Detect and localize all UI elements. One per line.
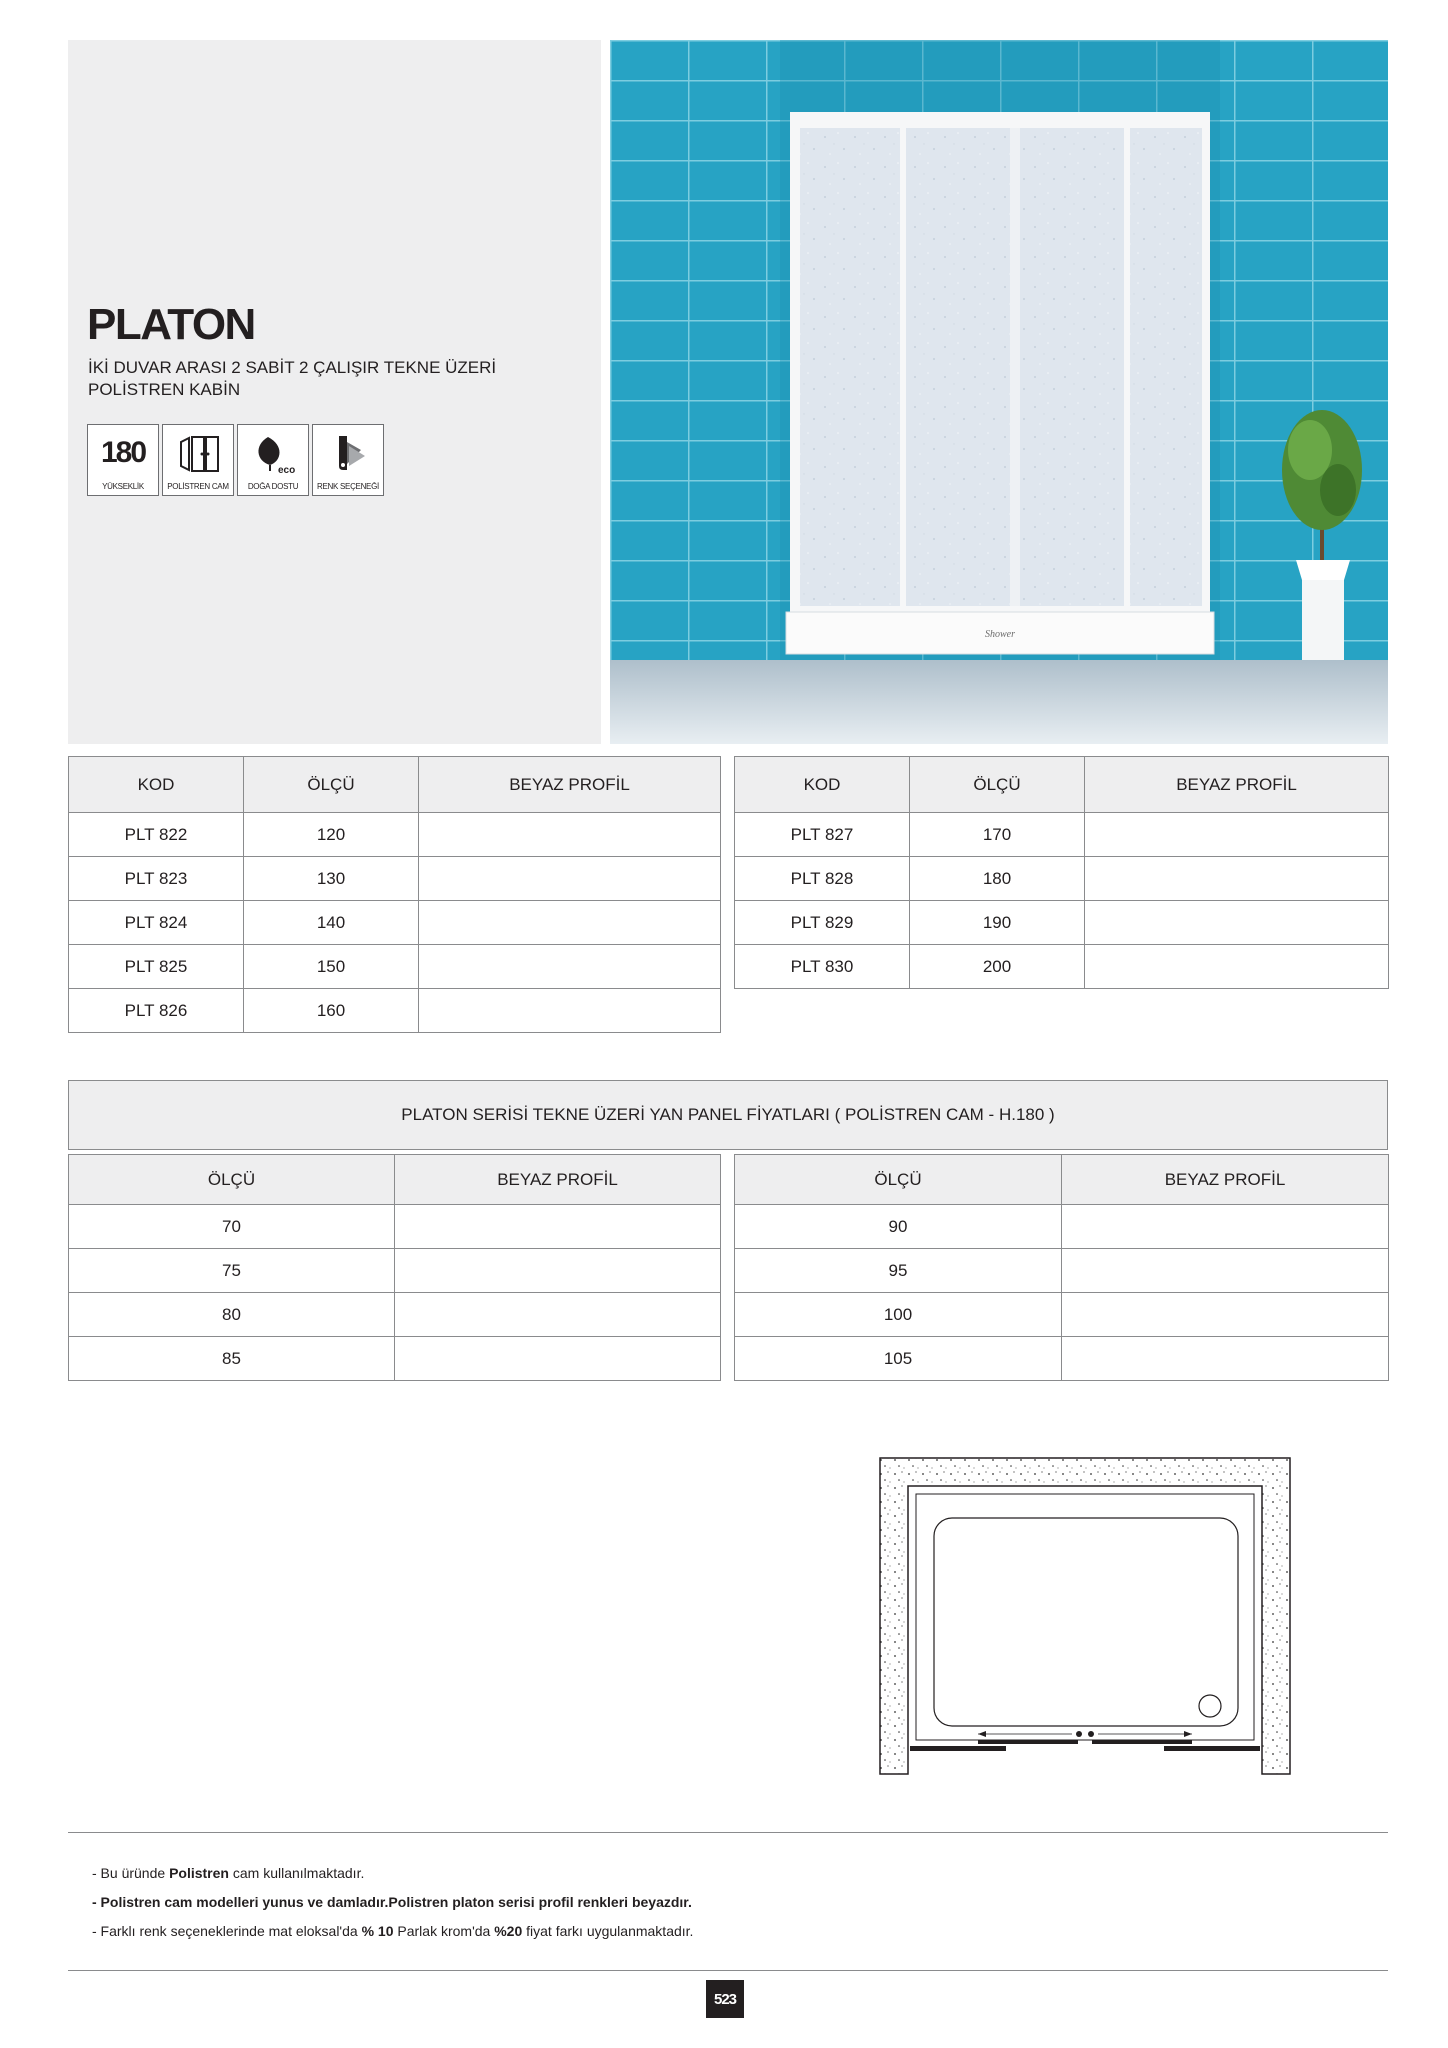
feature-color bbox=[312, 424, 384, 496]
header-olcu: ÖLÇÜ bbox=[69, 1155, 395, 1205]
cell-olcu: 85 bbox=[69, 1337, 395, 1381]
price-table-right bbox=[734, 756, 1389, 989]
feature-glass bbox=[162, 424, 234, 496]
header-beyaz-profil: BEYAZ PROFİL bbox=[395, 1155, 721, 1205]
table-row bbox=[69, 945, 721, 989]
table-row bbox=[69, 1205, 721, 1249]
note-text: Parlak krom'da bbox=[393, 1923, 495, 1939]
cell-kod: PLT 824 bbox=[69, 901, 244, 945]
header-olcu: ÖLÇÜ bbox=[244, 757, 419, 813]
notes bbox=[92, 1859, 693, 1946]
cell-beyaz bbox=[1085, 901, 1389, 945]
note-1 bbox=[92, 1859, 693, 1888]
feature-caption: RENK SEÇENEĞİ bbox=[317, 482, 379, 491]
table-row bbox=[735, 1249, 1389, 1293]
header-olcu: ÖLÇÜ bbox=[735, 1155, 1062, 1205]
header-beyaz-profil: BEYAZ PROFİL bbox=[419, 757, 721, 813]
note-bold: Polistren bbox=[169, 1865, 229, 1881]
height-value: 180 bbox=[100, 436, 146, 469]
table-row bbox=[735, 901, 1389, 945]
cell-olcu: 80 bbox=[69, 1293, 395, 1337]
product-photo bbox=[610, 40, 1388, 744]
cell-kod: PLT 826 bbox=[69, 989, 244, 1033]
table-row bbox=[69, 857, 721, 901]
cell-olcu: 100 bbox=[735, 1293, 1062, 1337]
header-beyaz-profil: BEYAZ PROFİL bbox=[1062, 1155, 1389, 1205]
side-panel-table-right bbox=[734, 1154, 1389, 1381]
cell-kod: PLT 830 bbox=[735, 945, 910, 989]
cell-beyaz bbox=[419, 857, 721, 901]
cell-kod: PLT 827 bbox=[735, 813, 910, 857]
cell-olcu: 95 bbox=[735, 1249, 1062, 1293]
cell-beyaz bbox=[395, 1205, 721, 1249]
table-row bbox=[69, 1249, 721, 1293]
cell-kod: PLT 825 bbox=[69, 945, 244, 989]
side-panel-title: PLATON SERİSİ TEKNE ÜZERİ YAN PANEL FİYATLARI ( POLİSTREN CAM - H.180 ) bbox=[68, 1080, 1388, 1150]
cell-kod: PLT 822 bbox=[69, 813, 244, 857]
color-swatch-icon bbox=[313, 431, 383, 475]
eco-label: eco bbox=[278, 465, 296, 475]
price-table-left bbox=[68, 756, 721, 1033]
cell-kod: PLT 823 bbox=[69, 857, 244, 901]
cell-beyaz bbox=[1085, 945, 1389, 989]
plan-diagram bbox=[878, 1456, 1292, 1776]
side-panel-table-left bbox=[68, 1154, 721, 1381]
feature-caption: POLİSTREN CAM bbox=[167, 482, 229, 491]
cell-beyaz bbox=[395, 1293, 721, 1337]
cell-kod: PLT 829 bbox=[735, 901, 910, 945]
cell-beyaz bbox=[1062, 1205, 1389, 1249]
table-header-row bbox=[69, 1155, 721, 1205]
product-title: PLATON bbox=[87, 300, 255, 349]
note-2 bbox=[92, 1888, 693, 1917]
notes-divider-top bbox=[68, 1832, 1388, 1833]
cell-kod: PLT 828 bbox=[735, 857, 910, 901]
table-row bbox=[735, 1205, 1389, 1249]
notes-divider-bottom bbox=[68, 1970, 1388, 1971]
cell-olcu: 150 bbox=[244, 945, 419, 989]
subtitle-line-1: İKİ DUVAR ARASI 2 SABİT 2 ÇALIŞIR TEKNE ÜZERİ bbox=[88, 358, 497, 377]
table-row bbox=[735, 857, 1389, 901]
header-kod: KOD bbox=[735, 757, 910, 813]
table-row bbox=[69, 901, 721, 945]
cell-beyaz bbox=[1062, 1249, 1389, 1293]
cell-beyaz bbox=[1062, 1337, 1389, 1381]
cell-olcu: 120 bbox=[244, 813, 419, 857]
note-bold: - Polistren cam modelleri yunus ve damladır.Polistren platon serisi profil renkleri beyazdır. bbox=[92, 1894, 692, 1910]
table-row bbox=[735, 945, 1389, 989]
cell-olcu: 180 bbox=[910, 857, 1085, 901]
feature-icons bbox=[87, 424, 384, 496]
note-bold: % 10 bbox=[361, 1923, 394, 1939]
note-text: cam kullanılmaktadır. bbox=[228, 1865, 365, 1881]
cell-beyaz bbox=[395, 1337, 721, 1381]
note-text: - Farklı renk seçeneklerinde mat eloksal'da bbox=[92, 1923, 362, 1939]
table-row bbox=[69, 1293, 721, 1337]
subtitle-line-2: POLİSTREN KABİN bbox=[88, 380, 241, 399]
cell-beyaz bbox=[1062, 1293, 1389, 1337]
table-row bbox=[69, 989, 721, 1033]
note-text: - Bu üründe bbox=[92, 1865, 170, 1881]
height-180-icon bbox=[88, 431, 158, 475]
cell-beyaz bbox=[419, 945, 721, 989]
feature-caption: YÜKSEKLİK bbox=[102, 482, 144, 491]
header-kod: KOD bbox=[69, 757, 244, 813]
cell-beyaz bbox=[395, 1249, 721, 1293]
brand-label: Shower bbox=[985, 629, 1015, 640]
cell-olcu: 130 bbox=[244, 857, 419, 901]
cell-olcu: 75 bbox=[69, 1249, 395, 1293]
cell-olcu: 200 bbox=[910, 945, 1085, 989]
cell-beyaz bbox=[419, 813, 721, 857]
cell-olcu: 160 bbox=[244, 989, 419, 1033]
cell-beyaz bbox=[1085, 813, 1389, 857]
cell-beyaz bbox=[1085, 857, 1389, 901]
cell-olcu: 70 bbox=[69, 1205, 395, 1249]
cell-olcu: 140 bbox=[244, 901, 419, 945]
table-row bbox=[735, 813, 1389, 857]
header-beyaz-profil: BEYAZ PROFİL bbox=[1085, 757, 1389, 813]
table-header-row bbox=[69, 757, 721, 813]
note-text: fiyat farkı uygulanmaktadır. bbox=[522, 1923, 694, 1939]
feature-caption: DOĞA DOSTU bbox=[247, 482, 299, 491]
cell-beyaz bbox=[419, 989, 721, 1033]
table-header-row bbox=[735, 757, 1389, 813]
page-number: 523 bbox=[706, 1980, 744, 2018]
table-row bbox=[69, 813, 721, 857]
table-header-row bbox=[735, 1155, 1389, 1205]
feature-height bbox=[87, 424, 159, 496]
note-bold: %20 bbox=[494, 1923, 523, 1939]
table-row bbox=[735, 1293, 1389, 1337]
cell-beyaz bbox=[419, 901, 721, 945]
eco-leaf-icon bbox=[238, 431, 308, 475]
cell-olcu: 190 bbox=[910, 901, 1085, 945]
header-olcu: ÖLÇÜ bbox=[910, 757, 1085, 813]
cell-olcu: 170 bbox=[910, 813, 1085, 857]
feature-eco bbox=[237, 424, 309, 496]
table-row bbox=[735, 1337, 1389, 1381]
cell-olcu: 90 bbox=[735, 1205, 1062, 1249]
note-3 bbox=[92, 1917, 693, 1946]
product-subtitle bbox=[88, 357, 508, 401]
polystyrene-glass-icon bbox=[163, 431, 233, 475]
table-row bbox=[69, 1337, 721, 1381]
cell-olcu: 105 bbox=[735, 1337, 1062, 1381]
